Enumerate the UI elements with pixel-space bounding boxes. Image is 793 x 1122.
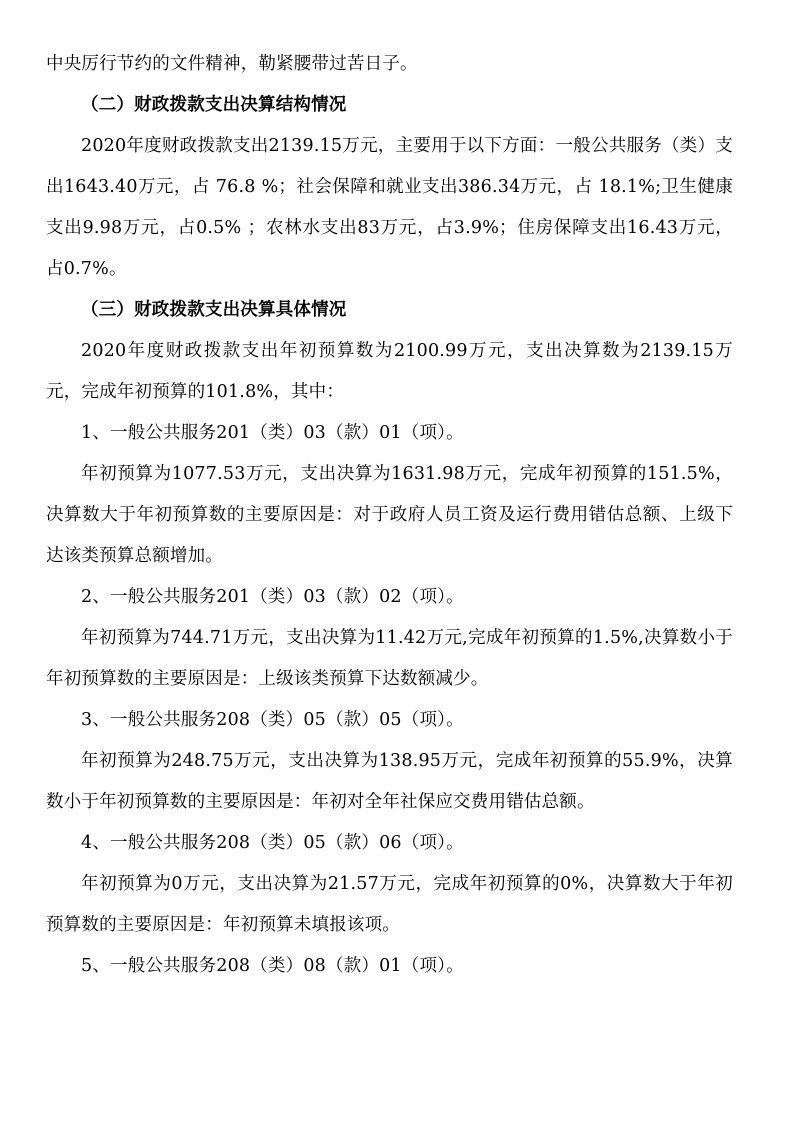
list-item-4-title: 4、一般公共服务208（类）05（款）06（项）。 bbox=[81, 833, 464, 853]
section-heading-two: （二）财政拨款支出决算结构情况 bbox=[81, 95, 347, 115]
section-heading-three: （三）财政拨款支出决算具体情况 bbox=[81, 300, 347, 320]
list-item-2-body: 年初预算为744.71万元，支出决算为11.42万元,完成年初预算的1.5%,决算数小于年初预算数的主要原因是：上级该类预算下达数额减少。 bbox=[46, 628, 733, 689]
list-item-3-title: 3、一般公共服务208（类）05（款）05（项）。 bbox=[81, 710, 464, 730]
list-item-1-title: 1、一般公共服务201（类）03（款）01（项）。 bbox=[81, 423, 464, 443]
list-item-4-body: 年初预算为0万元，支出决算为21.57万元，完成年初预算的0%，决算数大于年初预算数的主要原因是：年初预算未填报该项。 bbox=[46, 874, 733, 935]
paragraph-funding-detail-intro: 2020年度财政拨款支出年初预算数为2100.99万元，支出决算数为2139.15万元，完成年初预算的101.8%，其中： bbox=[46, 341, 733, 402]
list-item-5-title: 5、一般公共服务208（类）08（款）01（项）。 bbox=[81, 956, 464, 976]
paragraph-continuation: 中央厉行节约的文件精神，勒紧腰带过苦日子。 bbox=[46, 54, 418, 74]
list-item-3-body: 年初预算为248.75万元，支出决算为138.95万元，完成年初预算的55.9%，决算数小于年初预算数的主要原因是：年初对全年社保应交费用错估总额。 bbox=[46, 751, 733, 812]
list-item-2-title: 2、一般公共服务201（类）03（款）02（项）。 bbox=[81, 587, 464, 607]
paragraph-funding-structure: 2020年度财政拨款支出2139.15万元，主要用于以下方面：一般公共服务（类）支出1643.40万元，占 76.8 %；社会保障和就业支出386.34万元，占 18.1%;卫生健康支出9.98万元，占0.5% ；农林水支出83万元，占3.9%；住房保障支出16.43万元，占0.7%。 bbox=[46, 136, 733, 279]
document-body bbox=[46, 44, 733, 987]
list-item-1-body: 年初预算为1077.53万元，支出决算为1631.98万元，完成年初预算的151.5%，决算数大于年初预算数的主要原因是：对于政府人员工资及运行费用错估总额、上级下达该类预算总额增加。 bbox=[46, 464, 733, 566]
